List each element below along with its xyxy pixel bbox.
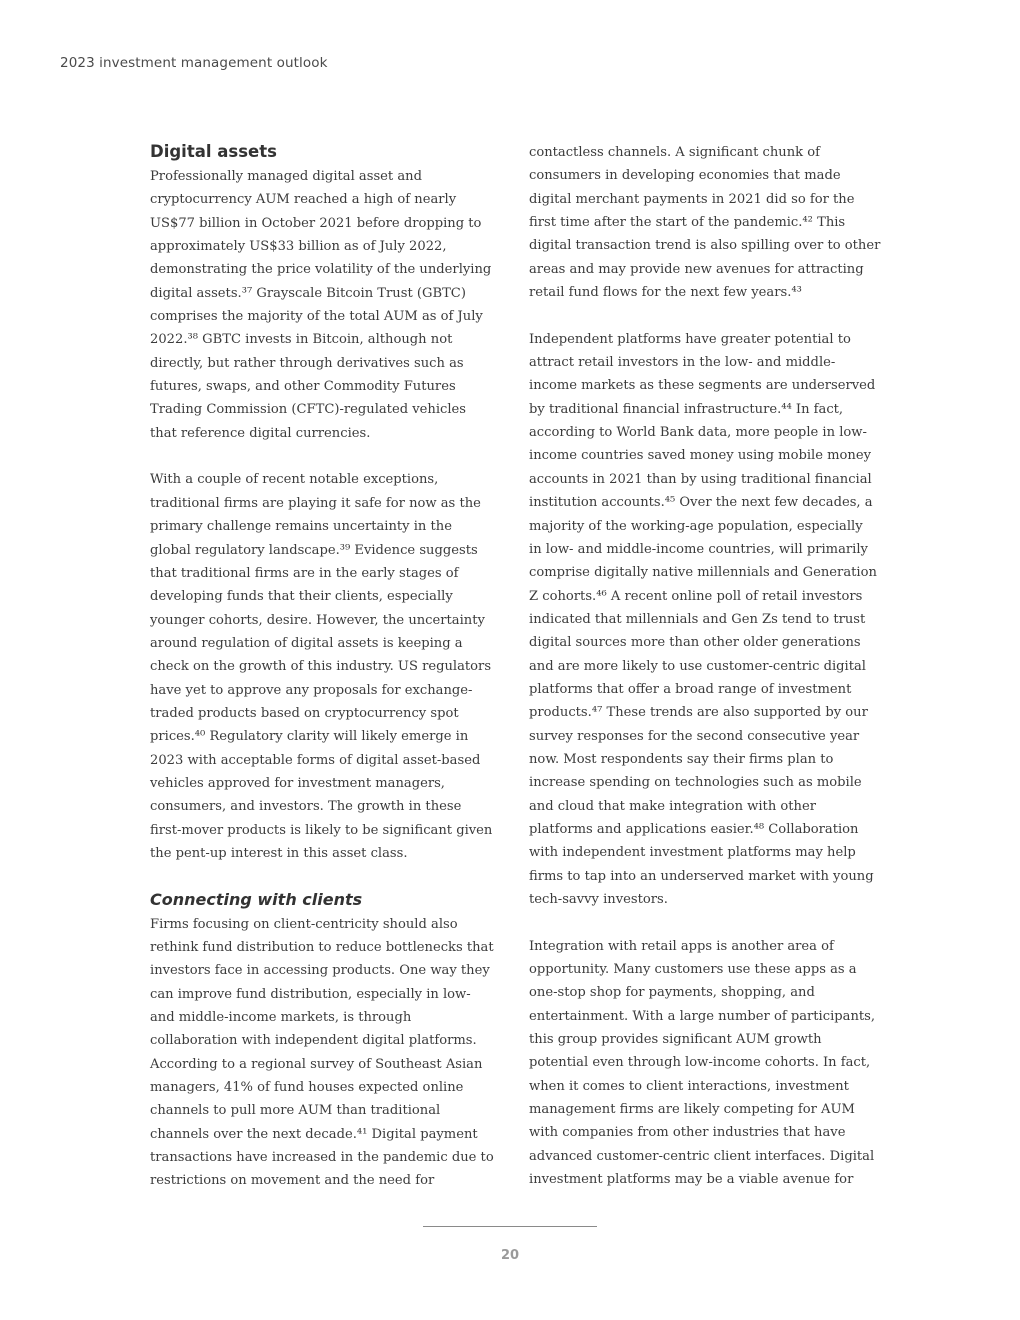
subheading-connecting-with-clients: Connecting with clients	[150, 889, 363, 909]
right-column	[529, 141, 881, 1191]
paragraph-spacer	[150, 445, 502, 468]
paragraph-contactless-channels: contactless channels. A significant chunk of consumers in developing economies that made digital merchant payments in 2021 did so for the first time after the start of the pandemic.⁴² This digital transaction trend is also spilling over to other areas and may provide new avenues for attracting retail fund flows for the next few years.⁴³	[529, 145, 881, 301]
paragraph-spacer	[529, 911, 881, 934]
running-header-title: 2023 investment management outlook	[60, 55, 328, 71]
left-column	[150, 141, 502, 1193]
paragraph-retail-apps: Integration with retail apps is another area of opportunity. Many customers use these apps as a one-stop shop for payments, shopping, and entertainment. With a large number of participants, this group provides significant AUM growth potential even through low-income cohorts. In fact, when it comes to client interactions, investment management firms are likely competing for AUM with companies from other industries that have advanced customer-centric client interfaces. Digital investment platforms may be a viable avenue for	[529, 938, 876, 1188]
paragraph-independent-platforms: Independent platforms have greater potential to attract retail investors in the low- and middle- income markets as these segments are underserved by traditional financial infrastructure.⁴⁴ In fact, according to World Bank data, more people in low- income countries saved money using mobile money accounts in 2021 than by using traditional financial institution accounts.⁴⁵ Over the next few decades, a majority of the working-age population, especially in low- and middle-income countries, will primarily comprise digitally native millennials and Generation Z cohorts.⁴⁶ A recent online poll of retail investors indicated that millennials and Gen Zs tend to trust digital sources more than other older generations and are more likely to use customer-centric digital platforms that offer a broad range of investment products.⁴⁷ These trends are also supported by our survey responses for the second consecutive year now. Most respondents say their firms plan to increase spending on technologies such as mobile and cloud that make integration with other platforms and applications easier.⁴⁸ Collaboration with independent investment platforms may help firms to tap into an underserved market with young tech-savvy investors.	[529, 331, 877, 907]
page-number: 20	[500, 1248, 520, 1263]
paragraph-spacer	[150, 865, 502, 888]
paragraph-spacer	[529, 304, 881, 327]
paragraph-fund-distribution: Firms focusing on client-centricity should also rethink fund distribution to reduce bottlenecks that investors face in accessing products. One way they can improve fund distribution, especially in low- and middle-income markets, is through collaboration with independent digital platforms. According to a regional survey of Southeast Asian managers, 41% of fund houses expected online channels to pull more AUM than traditional channels over the next decade.⁴¹ Digital payment transactions have increased in the pandemic due to restrictions on movement and the need for	[150, 916, 494, 1189]
section-heading-digital-assets: Digital assets	[150, 142, 277, 161]
paragraph-digital-assets-aum: Professionally managed digital asset and cryptocurrency AUM reached a high of nearly US$77 billion in October 2021 before dropping to approximately US$33 billion as of July 2022, demonstrating the price volatility of the underlying digital assets.³⁷ Grayscale Bitcoin Trust (GBTC) comprises the majority of the total AUM as of July 2022.³⁸ GBTC invests in Bitcoin, although not directly, but rather through derivatives such as futures, swaps, and other Commodity Futures Trading Commission (CFTC)-regulated vehicles that reference digital currencies.	[150, 169, 492, 441]
paragraph-traditional-firms: With a couple of recent notable exceptions, traditional firms are playing it safe for now as the primary challenge remains uncertainty in the global regulatory landscape.³⁹ Evidence suggests that traditional firms are in the early stages of developing funds that their clients, especially younger cohorts, desire. However, the uncertainty around regulation of digital assets is keeping a check on the growth of this industry. US regulators have yet to approve any proposals for exchange- traded products based on cryptocurrency spot prices.⁴⁰ Regulatory clarity will likely emerge in 2023 with acceptable forms of digital asset-based vehicles approved for investment managers, consumers, and investors. The growth in these first-mover products is likely to be significant given the pent-up interest in this asset class.	[150, 472, 493, 861]
footer-divider	[423, 1226, 597, 1227]
